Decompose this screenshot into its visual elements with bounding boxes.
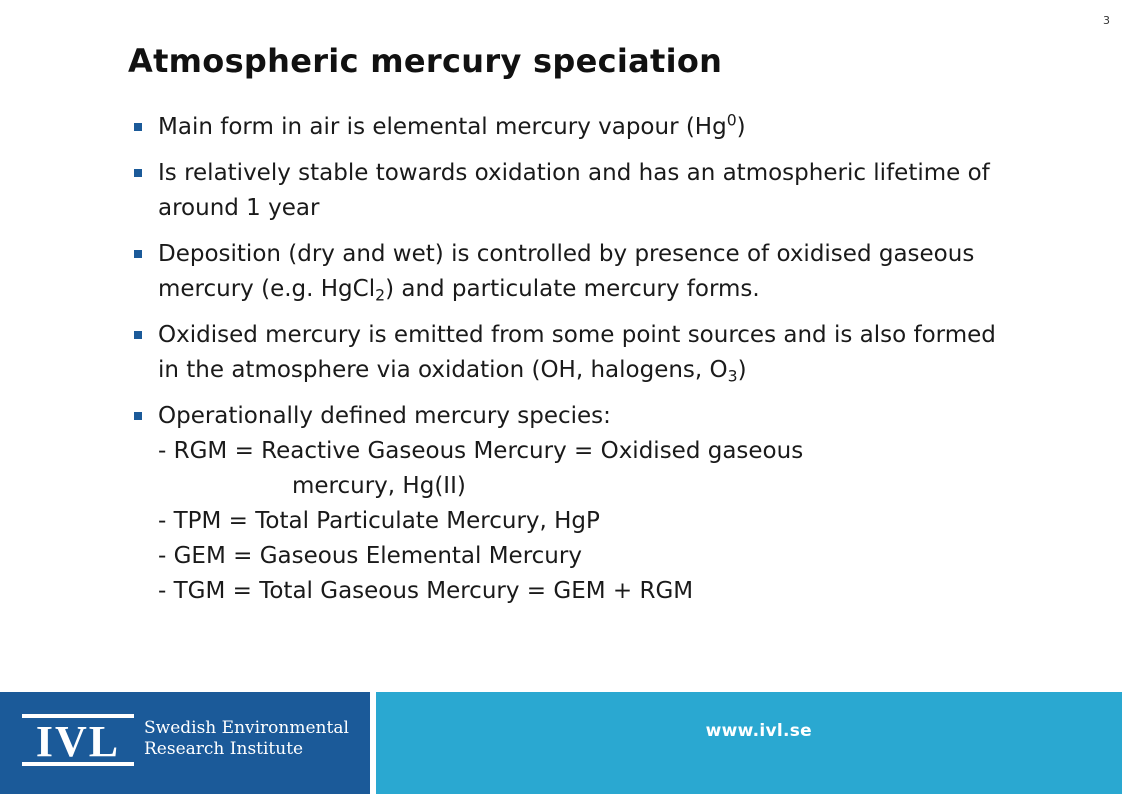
bullet-text-after: ) and particulate mercury forms. bbox=[385, 276, 760, 302]
square-bullet-icon bbox=[134, 123, 142, 131]
bullet-text-main: Main form in air is elemental mercury vapour (Hg bbox=[158, 114, 727, 140]
superscript: 0 bbox=[726, 110, 737, 130]
slide-number: 3 bbox=[1103, 14, 1110, 27]
logo-line-1: Swedish Environmental bbox=[144, 718, 349, 738]
bullet-text bbox=[158, 237, 1013, 307]
square-bullet-icon bbox=[134, 250, 142, 258]
species-line-tgm: - TGM = Total Gaseous Mercury = GEM + RGM bbox=[158, 578, 694, 604]
slide-title: Atmospheric mercury speciation bbox=[128, 42, 723, 80]
species-line-rgm: - RGM = Reactive Gaseous Mercury = Oxidised gaseous bbox=[158, 438, 804, 464]
website-link[interactable]: www.ivl.se bbox=[705, 721, 812, 741]
bullet-text-before: Oxidised mercury is emitted from some point sources and is also formed in the atmosphere via oxidation (OH, halogens, O bbox=[158, 322, 996, 383]
subscript: 3 bbox=[727, 366, 738, 386]
species-line-tpm: - TPM = Total Particulate Mercury, HgP bbox=[158, 508, 600, 534]
bullet-text bbox=[158, 399, 1013, 609]
bullet-text: Is relatively stable towards oxidation and has an atmospheric lifetime of around 1 year bbox=[158, 160, 990, 221]
bullet-item-stability bbox=[133, 156, 1013, 226]
bullet-text-after: ) bbox=[737, 357, 747, 383]
bullet-item-species bbox=[133, 399, 1013, 609]
bullet-text bbox=[158, 318, 1013, 388]
subscript: 2 bbox=[375, 285, 386, 305]
square-bullet-icon bbox=[134, 412, 142, 420]
bullet-text-before: Deposition (dry and wet) is controlled by presence of oxidised gaseous mercury (e.g. HgCl bbox=[158, 241, 975, 302]
species-line-gem: - GEM = Gaseous Elemental Mercury bbox=[158, 543, 582, 569]
ivl-logo-icon bbox=[22, 714, 134, 766]
square-bullet-icon bbox=[134, 331, 142, 339]
species-line-rgm-cont: mercury, Hg(II) bbox=[292, 473, 466, 499]
bullet-item-oxidised-mercury bbox=[133, 318, 1013, 388]
bullet-item-main-form bbox=[133, 110, 1013, 145]
bullet-list bbox=[133, 110, 1013, 620]
logo-mark-text: IVL bbox=[35, 717, 121, 766]
logo-line-2: Research Institute bbox=[144, 739, 304, 759]
ivl-logo bbox=[22, 714, 362, 766]
bullet-text bbox=[158, 110, 1013, 145]
species-heading: Operationally defined mercury species: bbox=[158, 403, 611, 429]
footer-url-panel bbox=[376, 692, 1122, 794]
square-bullet-icon bbox=[134, 169, 142, 177]
bullet-text-end: ) bbox=[736, 114, 746, 140]
bullet-item-deposition bbox=[133, 237, 1013, 307]
logo-wordmark bbox=[144, 718, 349, 760]
footer-logo-panel bbox=[0, 692, 370, 794]
